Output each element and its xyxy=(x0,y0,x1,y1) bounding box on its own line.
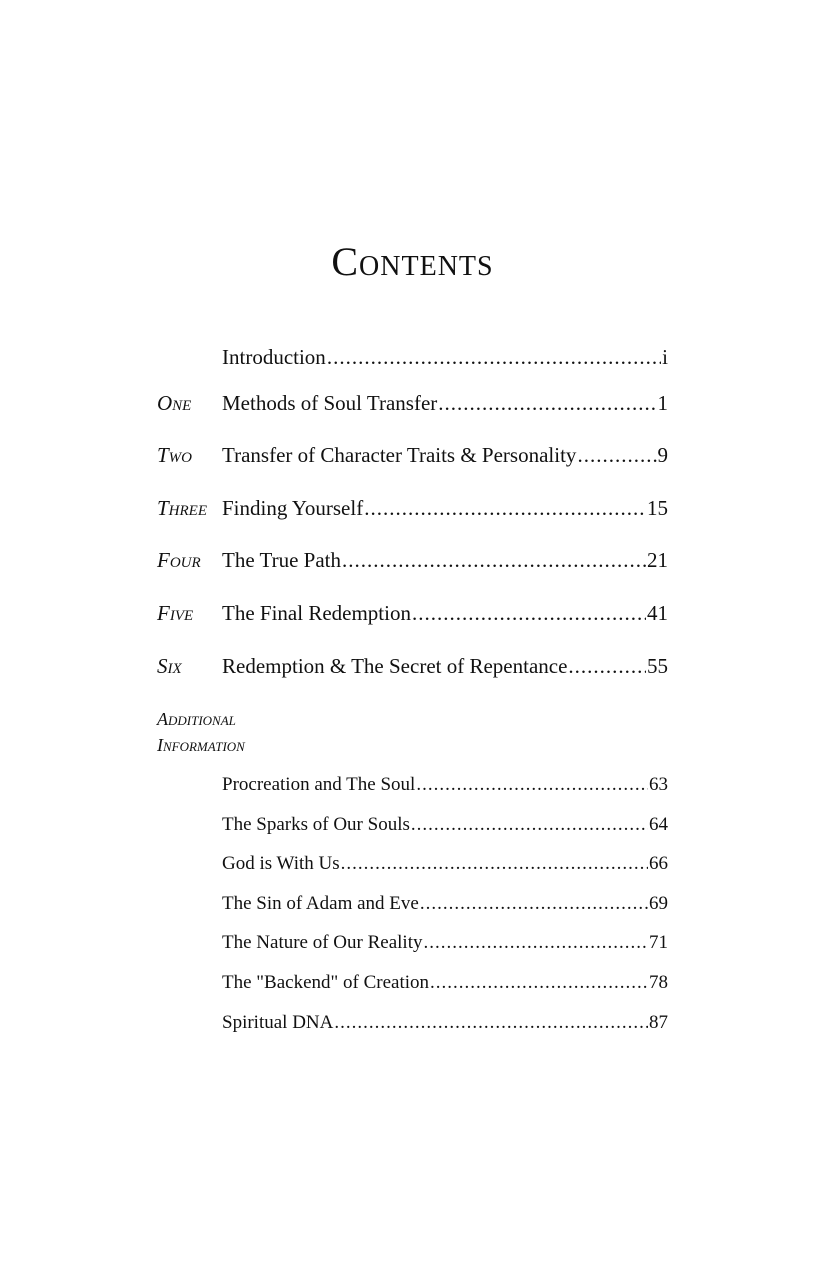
toc-subentry[interactable] xyxy=(0,928,825,958)
entry-line xyxy=(222,770,668,800)
toc-entry-chapter-three[interactable] xyxy=(0,493,825,523)
chapter-label: Two xyxy=(157,443,193,467)
entry-line xyxy=(222,1008,668,1038)
toc-entry-chapter-six[interactable] xyxy=(0,651,825,681)
page-number: 9 xyxy=(657,443,668,467)
entry-title: The Nature of Our Reality xyxy=(222,932,423,953)
entry-line xyxy=(222,440,668,470)
dot-leader xyxy=(430,968,648,998)
entry-title: Finding Yourself xyxy=(222,496,364,520)
entry-title: Redemption & The Secret of Repentance xyxy=(222,654,568,678)
toc-entry-chapter-five[interactable] xyxy=(0,598,825,628)
entry-title: The True Path xyxy=(222,548,342,572)
page-number: 21 xyxy=(647,548,668,572)
dot-leader xyxy=(438,388,656,418)
dot-leader xyxy=(364,493,646,523)
toc-entry-chapter-four[interactable] xyxy=(0,545,825,575)
page-number: 1 xyxy=(657,391,668,415)
page-number: 41 xyxy=(647,601,668,625)
entry-line xyxy=(222,810,668,840)
entry-line xyxy=(222,342,668,372)
entry-title: The "Backend" of Creation xyxy=(222,972,430,993)
dot-leader xyxy=(420,889,648,919)
dot-leader xyxy=(341,849,648,879)
dot-leader xyxy=(416,770,648,800)
chapter-label: Six xyxy=(157,654,182,678)
section-label-additional: Additional xyxy=(157,709,236,729)
entry-line xyxy=(222,493,668,523)
toc-subentry[interactable] xyxy=(0,1008,825,1038)
page-number: 66 xyxy=(649,853,668,874)
toc-subentry[interactable] xyxy=(0,810,825,840)
entry-line xyxy=(222,388,668,418)
toc-subentry[interactable] xyxy=(0,968,825,998)
entry-line xyxy=(222,545,668,575)
entry-line xyxy=(222,651,668,681)
dot-leader xyxy=(327,342,661,372)
chapter-label: One xyxy=(157,391,192,415)
chapter-label: Three xyxy=(157,496,207,520)
page-number: 87 xyxy=(649,1012,668,1033)
dot-leader xyxy=(412,598,646,628)
page-number: 15 xyxy=(647,496,668,520)
chapter-label: Four xyxy=(157,548,201,572)
toc-entry-chapter-one[interactable] xyxy=(0,388,825,418)
entry-title: Transfer of Character Traits & Personality xyxy=(222,443,577,467)
section-label-information: Information xyxy=(157,735,245,755)
entry-line xyxy=(222,889,668,919)
page-number: 71 xyxy=(649,932,668,953)
page-number: 69 xyxy=(649,893,668,914)
page-number: 63 xyxy=(649,774,668,795)
entry-title: God is With Us xyxy=(222,853,340,874)
entry-title: Methods of Soul Transfer xyxy=(222,391,438,415)
entry-line xyxy=(222,849,668,879)
toc-subentry[interactable] xyxy=(0,889,825,919)
entry-line xyxy=(222,968,668,998)
page-number: i xyxy=(662,345,668,369)
toc-subentry[interactable] xyxy=(0,849,825,879)
page-title: Contents xyxy=(331,239,494,284)
entry-line xyxy=(222,928,668,958)
toc-entry-introduction[interactable] xyxy=(0,342,825,372)
dot-leader xyxy=(411,810,648,840)
dot-leader xyxy=(423,928,648,958)
entry-line xyxy=(222,598,668,628)
entry-title: The Sin of Adam and Eve xyxy=(222,893,419,914)
dot-leader xyxy=(334,1008,648,1038)
toc-subentry[interactable] xyxy=(0,770,825,800)
page-number: 64 xyxy=(649,814,668,835)
chapter-label: Five xyxy=(157,601,194,625)
entry-title: Procreation and The Soul xyxy=(222,774,416,795)
dot-leader xyxy=(577,440,656,470)
entry-title: The Sparks of Our Souls xyxy=(222,814,410,835)
dot-leader xyxy=(568,651,646,681)
page-number: 78 xyxy=(649,972,668,993)
entry-title: Introduction xyxy=(222,345,326,369)
toc-entry-chapter-two[interactable] xyxy=(0,440,825,470)
page-number: 55 xyxy=(647,654,668,678)
entry-title: Spiritual DNA xyxy=(222,1012,334,1033)
entry-title: The Final Redemption xyxy=(222,601,411,625)
dot-leader xyxy=(342,545,646,575)
